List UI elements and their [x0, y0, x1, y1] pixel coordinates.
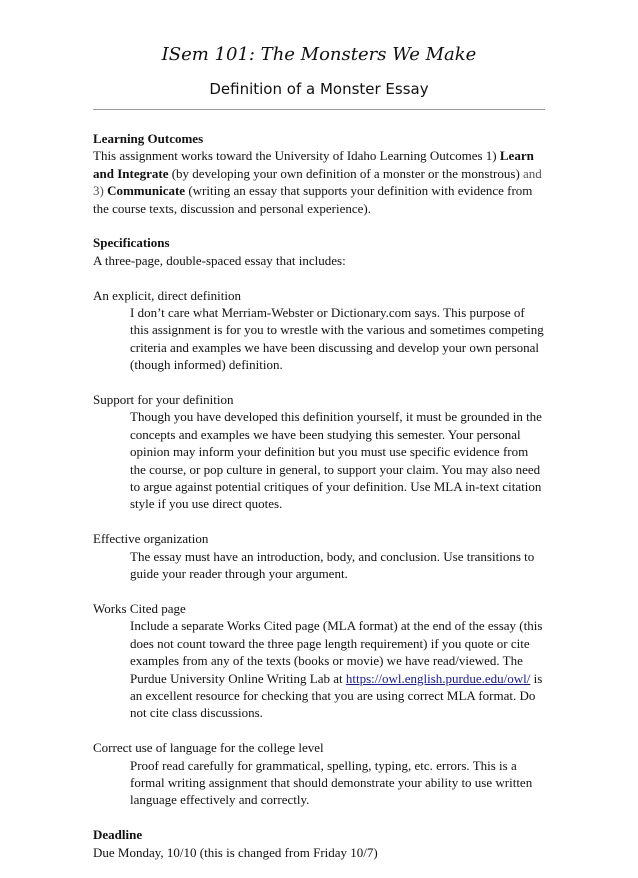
learning-outcomes-heading: Learning Outcomes [93, 131, 204, 146]
requirement-label: An explicit, direct definition [93, 287, 242, 303]
specifications-heading: Specifications [93, 235, 170, 251]
lo-intro: This assignment works toward the University of Idaho Learning Outcomes 1) [93, 148, 500, 164]
works-cited-detail [93, 617, 545, 721]
language-label: Correct use of language for the college level [93, 740, 324, 756]
document-body [93, 130, 545, 878]
deadline-text: Due Monday, 10/10 (this is changed from Friday 10/7) [93, 844, 378, 860]
works-cited-text-after: is an excellent resource for checking that you are using correct MLA format. Do not cite class discussions. [130, 670, 543, 721]
requirement-detail: The essay must have an introduction, body, and conclusion. Use transitions to guide your reader through your argument. [130, 548, 535, 582]
requirement-language [93, 739, 545, 809]
requirement-definition [93, 287, 545, 374]
works-cited-text-before: Include a separate Works Cited page (MLA format) at the end of the essay (this does not count toward the three page length requirement) if you quote or cite examples from any of the texts (books or movie) we have read/viewed. The Purdue University Online Writing Lab at [130, 618, 543, 686]
requirement-works-cited [93, 600, 545, 722]
lo-end: (writing an essay that supports your definition with evidence from the course texts, discussion and personal experience). [93, 183, 533, 216]
learning-outcomes-text [93, 147, 545, 217]
specifications-section [93, 234, 545, 269]
lo-mid: (by developing your own definition of a monster or the monstrous) [168, 165, 524, 181]
requirement-organization [93, 530, 545, 582]
requirement-support [93, 391, 545, 513]
lo-learn: Learn and Integrate [93, 148, 534, 181]
specifications-text: A three-page, double-spaced essay that includes: [93, 252, 346, 268]
header-divider [93, 109, 545, 110]
requirement-label: Effective organization [93, 531, 209, 547]
deadline-section [93, 826, 545, 861]
purdue-owl-link[interactable]: https://owl.english.purdue.edu/owl/ [345, 670, 531, 686]
learning-outcomes-section [93, 130, 545, 217]
requirement-detail: Though you have developed this definition yourself, it must be grounded in the concepts and examples we have been studying this semester. Your personal opinion may inform your definition but you must use specific evidence from the course, or pop culture in general, to support your claim. You may also need to argue against potential critiques of your definition. Use MLA in-text citation style if you use direct quotes. [130, 409, 542, 512]
works-cited-label: Works Cited page [93, 600, 186, 616]
lo-and3: and 3) [93, 165, 542, 199]
deadline-heading: Deadline [93, 827, 143, 843]
course-title: ISem 101: The Monsters We Make [161, 44, 477, 65]
requirement-detail: I don’t care what Merriam-Webster or Dictionary.com says. This purpose of this assignment is for you to wrestle with the various and sometimes competing criteria and examples we have been discussing and develop your own personal (though informed) definition. [130, 305, 544, 373]
lo-communicate: Communicate [107, 183, 186, 199]
language-detail: Proof read carefully for grammatical, spelling, typing, etc. errors. This is a formal writing assignment that should demonstrate your ability to use written language effectively and correctly. [130, 757, 533, 808]
essay-title: Definition of a Monster Essay [209, 80, 429, 98]
requirement-label: Support for your definition [93, 392, 234, 408]
